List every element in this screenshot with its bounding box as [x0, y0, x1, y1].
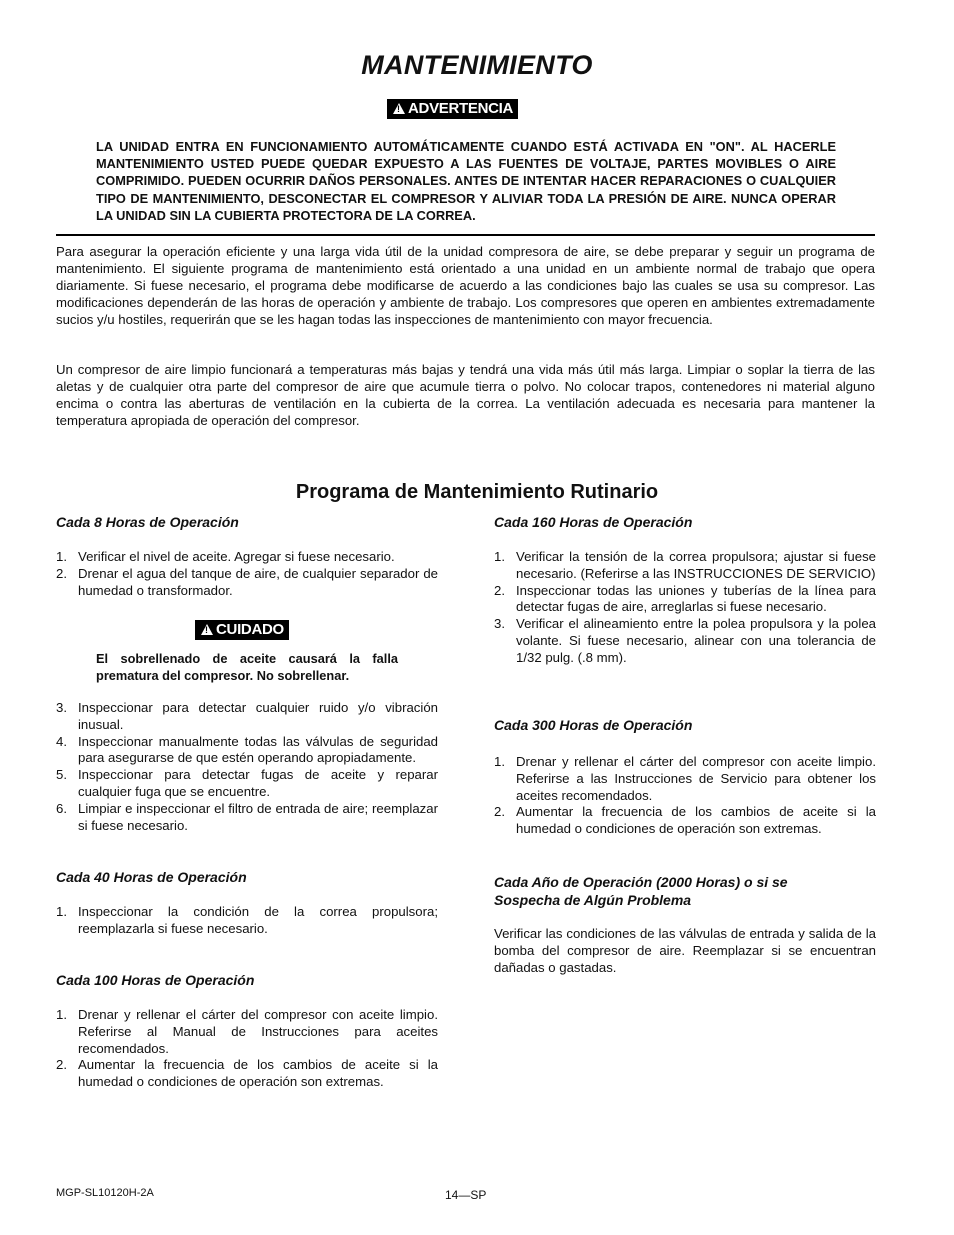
list-item [56, 1007, 438, 1057]
list-item [56, 767, 438, 801]
list-item-number: 4. [56, 733, 67, 749]
list-item-text: Inspeccionar todas las uniones y tuberías de la línea para detectar fugas de aire, arreglarlas si fuese necesario. [516, 582, 876, 615]
list-item-number: 3. [494, 616, 505, 632]
list-item [56, 700, 438, 734]
list-item [494, 754, 876, 804]
document-code: MGP-SL10120H-2A [56, 1187, 154, 1199]
list-item-text: Drenar y rellenar el cárter del compresor con aceite limpio. Referirse a las Instrucciones de Servicio para obtener los aceites recomendados. [516, 754, 876, 803]
heading-annual-line-2: Sospecha de Algún Problema [494, 892, 692, 908]
list-item-text: Verificar la tensión de la correa propulsora; ajustar si fuese necesario. (Referirse a las INSTRUCCIONES DE SERVICIO) [516, 549, 876, 581]
list-item-number: 3. [56, 700, 67, 715]
caution-text: El sobrellenado de aceite causará la falla prematura del compresor. No sobrellenar. [96, 651, 398, 683]
warning-text: LA UNIDAD ENTRA EN FUNCIONAMIENTO AUTOMÁTICAMENTE CUANDO ESTÁ ACTIVADA EN "ON". AL HACERLE MANTENIMIENTO USTED PUEDE QUEDAR EXPUESTO A LAS FUENTES DE VOLTAJE, PARTES MOVIBLES O AIRE COMPRIMIDO. PUEDEN OCURRIR DAÑOS PERSONALES. ANTES DE INTENTAR HACER REPARACIONES O CUALQUIER TIPO DE MANTENIMIENTO, DESCONECTAR EL COMPRESOR Y ALIVIAR TODA LA PRESIÓN DE AIRE. NUNCA OPERAR LA UNIDAD SIN LA CUBIERTA PROTECTORA DE LA CORREA. [96, 139, 836, 223]
list-300-hours [494, 754, 876, 838]
list-item-text: Limpiar e inspeccionar el filtro de entrada de aire; reemplazar si fuese necesario. [78, 800, 438, 833]
list-item [56, 904, 438, 938]
list-160-hours [494, 549, 876, 667]
list-item-number: 6. [56, 800, 67, 816]
list-item-number: 2. [56, 1057, 67, 1073]
list-item [494, 583, 876, 617]
caution-badge [195, 620, 289, 640]
page-title: MANTENIMIENTO [361, 50, 593, 80]
annual-text: Verificar las condiciones de las válvulas de entrada y salida de la bomba del compresor de aire. Reemplazar si se encuentran dañadas o gastadas. [494, 926, 876, 975]
warning-badge [387, 99, 518, 119]
warning-badge-label: ADVERTENCIA [408, 100, 514, 117]
list-item-text: Verificar el nivel de aceite. Agregar si fuese necesario. [78, 549, 395, 564]
intro-paragraph-2: Un compresor de aire limpio funcionará a temperaturas más bajas y tendrá una vida más útil más larga. Limpiar o soplar la tierra de las aletas y de cualquier otra parte del compresor de aire que acumule tierra o polvo. No colocar trapos, contenedores ni material alguno encima o contra las aberturas de ventilación en la cubierta de la correa. La ventilación adecuada es necesaria para mantener la temperatura apropiada de operación del compresor. [56, 362, 875, 428]
heading-8-hours: Cada 8 Horas de Operación [56, 514, 239, 530]
heading-annual [494, 873, 788, 909]
list-item-text: Inspeccionar la condición de la correa propulsora; reemplazarla si fuese necesario. [78, 904, 438, 936]
schedule-title: Programa de Mantenimiento Rutinario [295, 481, 659, 503]
heading-40-hours: Cada 40 Horas de Operación [56, 869, 247, 885]
list-40-hours [56, 904, 438, 938]
warning-triangle-icon [393, 103, 405, 114]
list-8-hours-b [56, 700, 438, 834]
list-item-number: 2. [494, 804, 505, 820]
heading-300-hours: Cada 300 Horas de Operación [494, 717, 693, 733]
list-item-text: Inspeccionar para detectar fugas de aceite y reparar cualquier fuga que se encuentre. [78, 767, 438, 799]
list-item-number: 1. [494, 754, 505, 769]
list-item [494, 616, 876, 666]
list-item [56, 734, 438, 768]
list-item-number: 2. [56, 565, 67, 581]
list-item-text: Inspeccionar manualmente todas las válvulas de seguridad para asegurarse de que estén operando apropiadamente. [78, 733, 438, 766]
warning-triangle-icon [201, 624, 213, 635]
list-item-number: 1. [56, 549, 67, 564]
section-divider [56, 234, 875, 236]
list-item-number: 2. [494, 582, 505, 598]
page-number: 14—SP [445, 1188, 487, 1202]
list-item-number: 5. [56, 767, 67, 783]
caution-badge-label: CUIDADO [216, 621, 284, 638]
list-item-text: Aumentar la frecuencia de los cambios de aceite si la humedad o condiciones de operación son extremas. [78, 1057, 438, 1090]
list-item [494, 549, 876, 583]
list-100-hours [56, 1007, 438, 1091]
list-item-text: Inspeccionar para detectar cualquier ruido y/o vibración inusual. [78, 700, 438, 732]
list-item-text: Drenar el agua del tanque de aire, de cualquier separador de humedad o transformador. [78, 565, 438, 598]
list-item-text: Verificar el alineamiento entre la polea propulsora y la polea volante. Si fuese necesario, alinear con una tolerancia de 1/32 pulg. (.8 mm). [516, 616, 876, 665]
heading-annual-line-1: Cada Año de Operación (2000 Horas) o si se [494, 874, 788, 890]
list-item [56, 801, 438, 835]
list-item-number: 1. [56, 1007, 67, 1022]
list-item [494, 804, 876, 838]
list-item [56, 1057, 438, 1091]
list-item-number: 1. [494, 549, 505, 564]
list-item-text: Drenar y rellenar el cárter del compresor con aceite limpio. Referirse al Manual de Instrucciones para aceites recomendados. [78, 1007, 438, 1056]
list-8-hours-a [56, 549, 438, 599]
list-item-number: 1. [56, 904, 67, 919]
heading-160-hours: Cada 160 Horas de Operación [494, 514, 693, 530]
list-item-text: Aumentar la frecuencia de los cambios de aceite si la humedad o condiciones de operación son extremas. [516, 804, 876, 837]
list-item [56, 549, 438, 566]
intro-paragraph-1: Para asegurar la operación eficiente y una larga vida útil de la unidad compresora de aire, se debe preparar y seguir un programa de mantenimiento. El siguiente programa de mantenimiento está orientado a una unidad en un ambiente normal de trabajo que opera diariamente. Si fuese necesario, el programa debe modificarse de acuerdo a las condiciones bajo las cuales se usa su compresor. Las modificaciones dependerán de las horas de operación y ambiente de trabajo. Los compresores que operen en ambientes extremadamente sucios y/u hostiles, requerirán que se les hagan todas las inspecciones de mantenimiento con mayor frecuencia. [56, 244, 875, 327]
list-item [56, 566, 438, 600]
heading-100-hours: Cada 100 Horas de Operación [56, 972, 255, 988]
